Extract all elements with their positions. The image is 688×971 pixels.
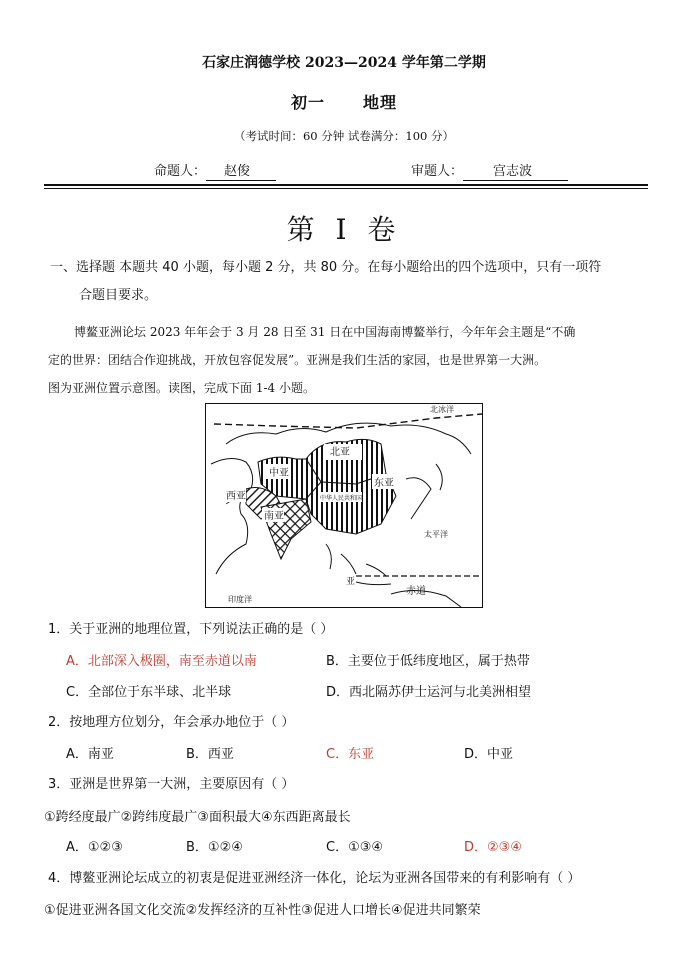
exam-info: （考试时间：60 分钟 试卷满分：100 分） [233, 129, 455, 143]
author [154, 160, 276, 181]
question-1-option-a: A．北部深入极圈，南至赤道以南 [66, 654, 257, 669]
author-name: 赵俊 [206, 160, 276, 181]
subject: 地理 [363, 93, 398, 112]
section-line-2: 合题目要求。 [79, 288, 158, 303]
intro-paragraph [48, 318, 652, 402]
volume-title: 第 I 卷 [286, 213, 402, 246]
grade: 初一 [290, 93, 325, 112]
question-3-option-b: B．①②④ [186, 840, 243, 855]
map-label-equator: 赤道 [406, 586, 426, 597]
question-4-statements: ①促进亚洲各国文化交流②发挥经济的互补性③促进人口增长④促进共同繁荣 [44, 903, 481, 918]
map-label-china: 中华人民共和国 [320, 495, 363, 502]
question-3-option-d: D．②③④ [464, 840, 522, 855]
school-title: 石家庄润德学校 2023—2024 学年第二学期 [202, 55, 486, 71]
question-3-option-c: C．①③④ [326, 840, 384, 855]
asia-location-map [205, 403, 483, 608]
map-label-southeast: 亚 [346, 577, 356, 587]
map-label-arctic: 北冰洋 [430, 405, 454, 414]
header-divider-thin [44, 188, 648, 189]
section-line-1: 一、选择题 本题共 40 小题，每小题 2 分，共 80 分。在每小题给出的四个选项中，只有一项符 [50, 260, 602, 275]
map-label-south: 南亚 [264, 511, 284, 522]
question-3-stem: 3．亚洲是世界第一大洲，主要原因有（ ） [48, 777, 295, 792]
question-1-option-c: C．全部位于东半球、北半球 [66, 685, 232, 700]
author-label: 命题人： [154, 164, 207, 179]
map-label-west: 西亚 [226, 491, 246, 502]
intro-line-2: 定的世界：团结合作迎挑战，开放包容促发展”。亚洲是我们生活的家园，也是世界第一大洲。 [48, 353, 547, 367]
question-3-statements: ①跨经度最广②跨纬度最广③面积最大④东西距离最长 [44, 810, 351, 825]
question-2-option-b: B．西亚 [186, 747, 234, 762]
arctic-circle-line [214, 414, 482, 428]
question-4-stem: 4．博鳌亚洲论坛成立的初衷是促进亚洲经济一体化，论坛为亚洲各国带来的有利影响有（ ） [48, 871, 581, 886]
map-label-east: 东亚 [374, 478, 394, 489]
reviewer-label: 审题人： [411, 164, 464, 179]
map-label-central: 中亚 [269, 468, 289, 479]
map-label-pacific: 太平洋 [424, 530, 448, 539]
exam-subject-line [0, 90, 688, 113]
intro-line-1: 博鳌亚洲论坛 2023 年年会于 3 月 28 日至 31 日在中国海南博鳌举行，今年年会主题是“不确 [74, 325, 576, 339]
question-1-option-b: B．主要位于低纬度地区，属于热带 [326, 654, 530, 669]
question-2-option-c: C．东亚 [326, 747, 375, 762]
question-2-option-a: A．南亚 [66, 747, 114, 762]
question-3-option-a: A．①②③ [66, 840, 123, 855]
question-2-option-d: D．中亚 [464, 747, 514, 762]
map-label-indian: 印度洋 [228, 595, 252, 604]
question-2-stem: 2．按地理方位划分，年会承办地位于（ ） [48, 715, 295, 730]
question-1-stem: 1．关于亚洲的地理位置，下列说法正确的是（ ） [48, 622, 334, 637]
map-label-north: 北亚 [330, 447, 350, 458]
question-1-option-d: D．西北隔苏伊士运河与北美洲相望 [326, 685, 532, 700]
header-divider [44, 184, 648, 186]
section-instructions [50, 254, 650, 310]
intro-line-3: 图为亚洲位置示意图。读图，完成下面 1-4 小题。 [48, 381, 315, 395]
reviewer [411, 160, 568, 181]
reviewer-name: 宫志波 [463, 160, 568, 181]
